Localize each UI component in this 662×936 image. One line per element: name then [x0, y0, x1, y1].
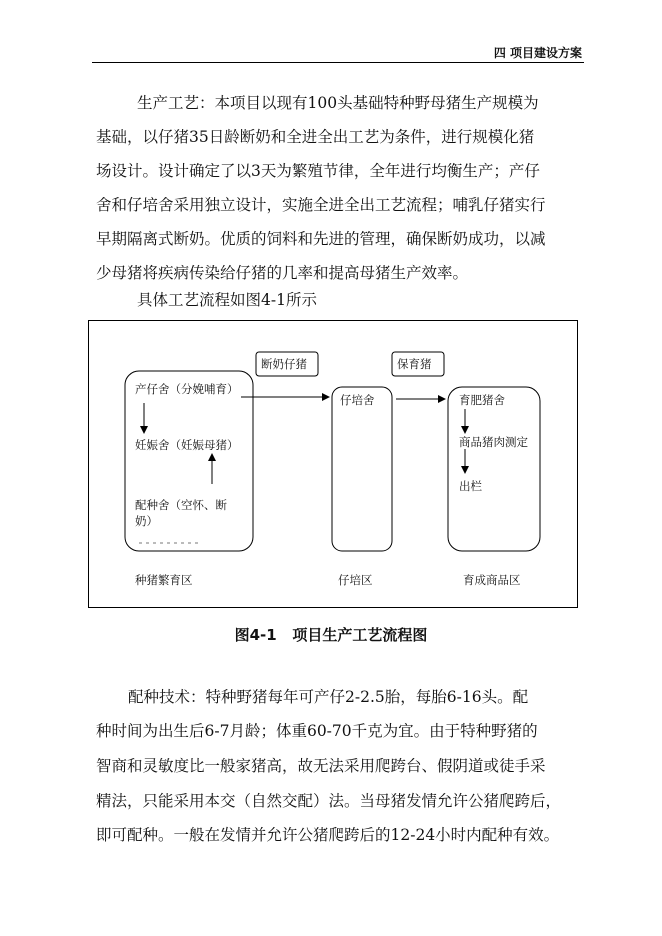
text-line: 舍和仔培舍采用独立设计，实施全进全出工艺流程；哺乳仔猪实行 — [96, 196, 546, 214]
finishing-zone-label: 育成商品区 — [463, 573, 521, 587]
figure-number: 图4-1 — [234, 626, 277, 644]
nursery-pig-tag: 保育猪 — [397, 357, 432, 371]
diagram-shapes — [89, 321, 579, 609]
page-header — [92, 40, 584, 63]
finishing-zone-box — [448, 387, 540, 551]
piglet-house-label: 仔培舍 — [340, 393, 375, 407]
section-title: 四 项目建设方案 — [493, 46, 582, 60]
text-line: 即可配种。一般在发情并允许公猪爬跨后的12-24小时内配种有效。 — [96, 826, 560, 844]
text-line: 配种技术：特种野猪每年可产仔2-2.5胎，每胎6-16头。配 — [128, 688, 529, 706]
text-line: 生产工艺：本项目以现有100头基础特种野母猪生产规模为 — [137, 94, 539, 112]
text-line: 智商和灵敏度比一般家猪高，故无法采用爬跨台、假阴道或徒手采 — [96, 757, 546, 775]
gestation-house-label: 妊娠舍（妊娠母猪） — [135, 438, 239, 452]
meat-measure-label: 商品猪肉测定 — [459, 435, 528, 449]
fattening-house-label: 育肥猪舍 — [459, 393, 505, 407]
figure-title: 项目生产工艺流程图 — [292, 626, 428, 644]
text-line: 场设计。设计确定了以3天为繁殖节律，全年进行均衡生产；产仔 — [96, 162, 540, 180]
text-line: 少母猪将疾病传染给仔猪的几率和提高母猪生产效率。 — [96, 264, 469, 282]
text-line: 基础，以仔猪35日龄断奶和全进全出工艺为条件，进行规模化猪 — [96, 128, 535, 146]
paragraph-flow-intro: 具体工艺流程如图4-1所示 — [137, 291, 317, 309]
farrowing-house-label: 产仔舍（分娩哺育） — [135, 382, 239, 396]
mating-house-label-cont: 奶） — [135, 514, 158, 528]
text-line: 种时间为出生后6-7月龄；体重60-70千克为宜。由于特种野猪的 — [96, 722, 538, 740]
weaning-piglet-tag: 断奶仔猪 — [261, 357, 307, 371]
piglet-zone-label: 仔培区 — [338, 573, 373, 587]
breeding-zone-label: 种猪繁育区 — [135, 573, 193, 587]
mating-house-label: 配种舍（空怀、断 — [135, 498, 227, 512]
piglet-zone-box — [332, 387, 392, 551]
text-line: 精法，只能采用本交（自然交配）法。当母猪发情允许公猪爬跨后， — [96, 792, 562, 810]
market-exit-label: 出栏 — [459, 479, 482, 493]
process-flow-diagram — [88, 320, 578, 608]
text-line: 早期隔离式断奶。优质的饲料和先进的管理，确保断奶成功，以减 — [96, 230, 546, 248]
figure-caption — [0, 624, 662, 645]
